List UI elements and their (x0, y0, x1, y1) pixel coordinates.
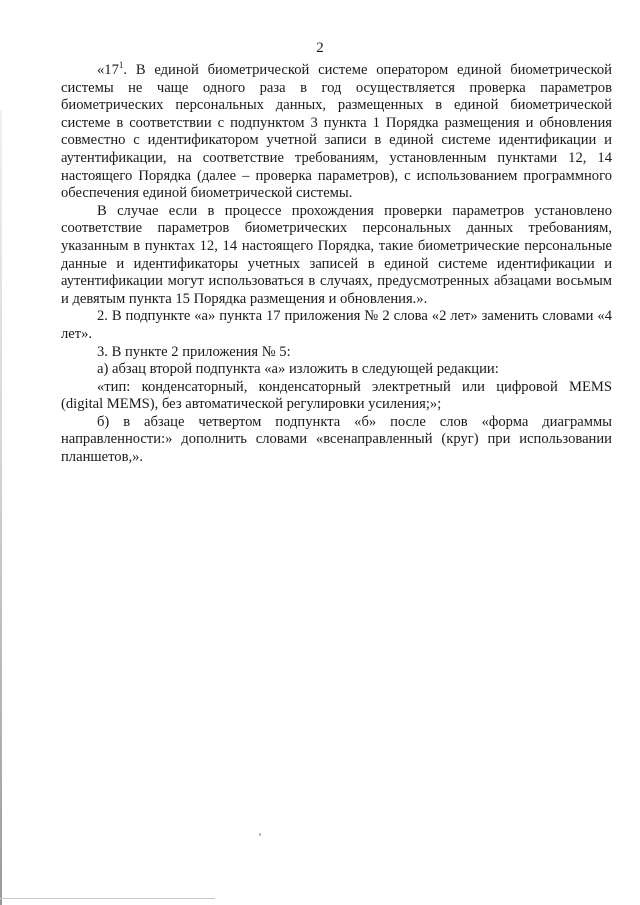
paragraph-microphone-type: «тип: конденсаторный, конденсаторный электретный или цифровой MEMS (digital MEMS), без автоматической регулировки усиления;»; (61, 378, 612, 413)
document-body (61, 62, 612, 467)
scan-speck (259, 833, 261, 836)
scan-edge-shadow (0, 110, 2, 905)
paragraph-open-quote: «17 (97, 62, 119, 78)
superscript-index: 1 (118, 60, 124, 70)
paragraph-amendment-17-1 (61, 62, 612, 203)
paragraph-verification-result: В случае если в процессе прохождения проверки параметров установлено соответствие параметров биометрических персональных данных требованиям, указанным в пунктах 12, 14 настоящего Порядка, такие биометрические персональные данные и идентификаторы учетных записей в единой системе идентификации и аутентификации могут использоваться в случаях, предусмотренных абзацами восьмым и девятым пункта 15 Порядка размещения и обновления.». (61, 202, 612, 307)
paragraph-item-2: 2. В подпункте «а» пункта 17 приложения № 2 слова «2 лет» заменить словами «4 лет». (61, 308, 612, 342)
paragraph-text: . В единой биометрической системе оператором единой биометрической системы не чаще одного раза в год осуществляется проверка параметров биометрических персональных данных, размещенных в единой биометрической системе в соответствии с подпунктом 3 пункта 1 Порядка размещения и обновления совместно с идентификатором учетной записи в единой системе идентификации и аутентификации, на соответствие требованиям, установленным пунктами 12, 14 настоящего Порядка (далее – проверка параметров), с использованием программного обеспечения единой биометрической системы. (61, 62, 612, 202)
paragraph-subitem-b: б) в абзаце четвертом подпункта «б» после слов «форма диаграммы направленности:» дополнить словами «всенаправленный (круг) при использовании планшетов,». (61, 413, 612, 466)
paragraph-subitem-a: а) абзац второй подпункта «а» изложить в следующей редакции: (97, 361, 499, 378)
scan-bottom-line (0, 898, 215, 899)
paragraph-item-3: 3. В пункте 2 приложения № 5: (97, 343, 291, 360)
page-number: 2 (316, 40, 324, 56)
